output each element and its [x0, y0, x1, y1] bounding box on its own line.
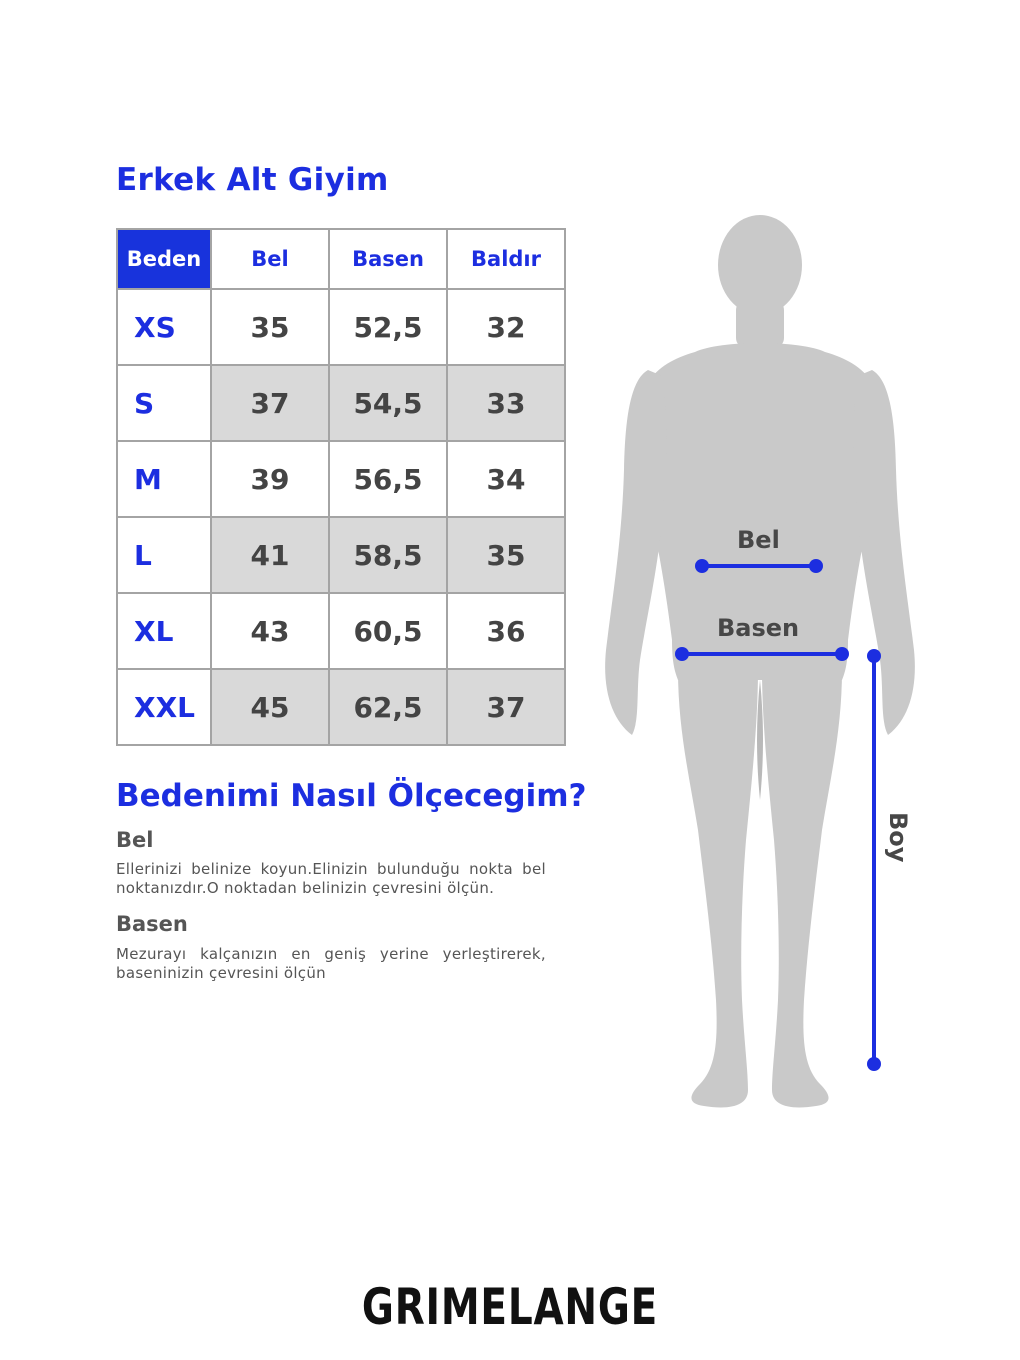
table-row [117, 365, 565, 441]
bel-cell: 35 [211, 289, 329, 365]
header-basen: Basen [329, 229, 447, 289]
bel-cell: 39 [211, 441, 329, 517]
basen-cell: 54,5 [329, 365, 447, 441]
basen-cell: 52,5 [329, 289, 447, 365]
baldir-cell: 35 [447, 517, 565, 593]
baldir-cell: 36 [447, 593, 565, 669]
bel-cell: 37 [211, 365, 329, 441]
basen-cell: 56,5 [329, 441, 447, 517]
boy-figure-label: Boy [884, 812, 912, 863]
chart-title: Erkek Alt Giyim [116, 162, 389, 198]
size-cell: XS [117, 289, 211, 365]
basen-description: Mezurayı kalçanızın en geniş yerine yerleştirerek, baseninizin çevresini ölçün [116, 945, 546, 982]
table-header-row [117, 229, 565, 289]
size-cell: M [117, 441, 211, 517]
brand-logo: GRIMELANGE [361, 1278, 659, 1336]
size-cell: XXL [117, 669, 211, 745]
table-row [117, 289, 565, 365]
bel-description: Ellerinizi belinize koyun.Elinizin bulunduğu nokta bel noktanızdır.O noktadan belinizin çevresini ölçün. [116, 860, 546, 897]
table-row [117, 669, 565, 745]
header-beden: Beden [117, 229, 211, 289]
boy-measure-line [867, 649, 881, 1071]
basen-cell: 62,5 [329, 669, 447, 745]
body-silhouette-figure [590, 210, 930, 1120]
table-row [117, 441, 565, 517]
table-row [117, 517, 565, 593]
header-bel: Bel [211, 229, 329, 289]
baldir-cell: 34 [447, 441, 565, 517]
table-row [117, 593, 565, 669]
silhouette [605, 215, 915, 1107]
basen-heading: Basen [116, 912, 188, 936]
basen-cell: 60,5 [329, 593, 447, 669]
basen-cell: 58,5 [329, 517, 447, 593]
baldir-cell: 33 [447, 365, 565, 441]
baldir-cell: 37 [447, 669, 565, 745]
size-cell: S [117, 365, 211, 441]
size-cell: XL [117, 593, 211, 669]
basen-figure-label: Basen [717, 614, 800, 642]
baldir-cell: 32 [447, 289, 565, 365]
bel-cell: 41 [211, 517, 329, 593]
size-cell: L [117, 517, 211, 593]
how-to-title: Bedenimi Nasıl Ölçecegim? [116, 778, 587, 814]
bel-figure-label: Bel [737, 526, 780, 554]
header-baldir: Baldır [447, 229, 565, 289]
bel-heading: Bel [116, 828, 154, 852]
bel-cell: 43 [211, 593, 329, 669]
size-table [116, 228, 566, 746]
bel-cell: 45 [211, 669, 329, 745]
